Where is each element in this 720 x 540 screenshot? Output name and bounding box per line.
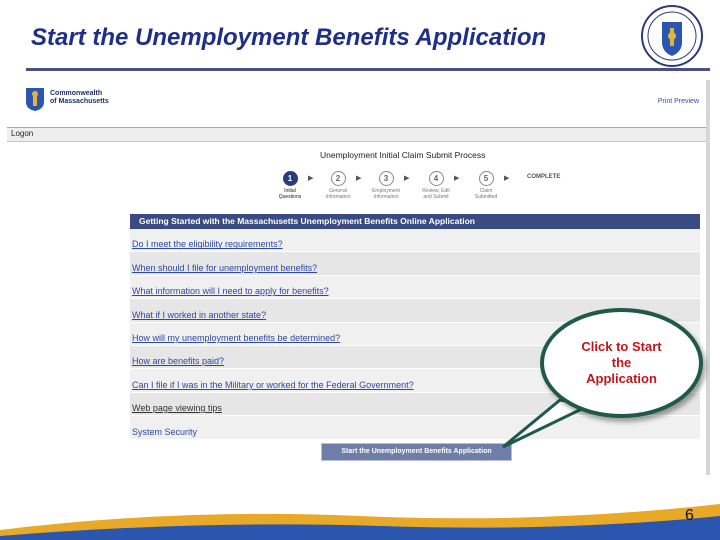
faq-item[interactable] (130, 416, 700, 439)
step-arrow-icon: ▶ (504, 175, 510, 182)
process-title: Unemployment Initial Claim Submit Process (320, 150, 486, 160)
step-4-label: Review, Edit and Submit (422, 188, 450, 200)
brand-line-2: of Massachusetts (50, 98, 109, 105)
step-3 (371, 171, 401, 200)
step-2-number: 2 (331, 171, 346, 186)
faq-link[interactable]: Web page viewing tips (132, 403, 222, 414)
process-steps (275, 171, 565, 203)
panel-header: Getting Started with the Massachusetts Unemployment Benefits Online Application (130, 214, 700, 229)
faq-link[interactable]: How are benefits paid? (132, 356, 225, 367)
slide-title: Start the Unemployment Benefits Application (31, 24, 547, 51)
step-5 (471, 171, 501, 200)
logon-link[interactable]: Logon (11, 129, 34, 138)
faq-link[interactable]: How will my unemployment benefits be determined? (132, 332, 341, 343)
faq-link[interactable]: What information will I need to apply for benefits? (132, 286, 329, 297)
step-arrow-icon: ▶ (454, 175, 460, 182)
page-number: 6 (685, 507, 694, 524)
logon-bar (7, 127, 706, 142)
faq-link[interactable]: When should I file for unemployment benefits? (132, 262, 318, 273)
mass-gov-brand[interactable] (24, 84, 109, 112)
step-5-number: 5 (479, 171, 494, 186)
faq-item[interactable] (130, 229, 700, 252)
faq-link[interactable]: Can I file if I was in the Military or worked for the Federal Government? (132, 379, 414, 390)
step-2 (323, 171, 353, 200)
step-3-label: Employment Information (372, 188, 400, 200)
title-divider (26, 68, 710, 71)
step-arrow-icon: ▶ (356, 175, 362, 182)
screenshot-shadow (706, 80, 710, 475)
step-arrow-icon: ▶ (404, 175, 410, 182)
brand-line-1: Commonwealth (50, 90, 103, 97)
callout-bubble (540, 308, 703, 418)
callout-text: Click to Start the Application (581, 339, 662, 386)
step-2-label: General Information (325, 188, 351, 200)
faq-link[interactable]: System Security (132, 426, 198, 437)
faq-item[interactable] (130, 276, 700, 299)
step-1-label: Initial Questions (278, 188, 302, 200)
step-3-number: 3 (379, 171, 394, 186)
state-seal-icon (24, 84, 46, 112)
complete-label: COMPLETE (527, 174, 561, 180)
step-1-number: 1 (283, 171, 298, 186)
massachusetts-seal-icon (640, 4, 704, 68)
step-arrow-icon: ▶ (308, 175, 314, 182)
faq-link[interactable]: What if I worked in another state? (132, 309, 267, 320)
step-1 (275, 171, 305, 200)
faq-link[interactable]: Do I meet the eligibility requirements? (132, 239, 283, 250)
faq-item[interactable] (130, 252, 700, 275)
start-application-button[interactable]: Start the Unemployment Benefits Application (321, 443, 512, 461)
footer-wave-decoration (0, 490, 720, 540)
print-preview-link[interactable]: Print Preview (657, 98, 699, 105)
step-4 (421, 171, 451, 200)
step-4-number: 4 (429, 171, 444, 186)
step-5-label: Claim Submitted (474, 188, 498, 200)
